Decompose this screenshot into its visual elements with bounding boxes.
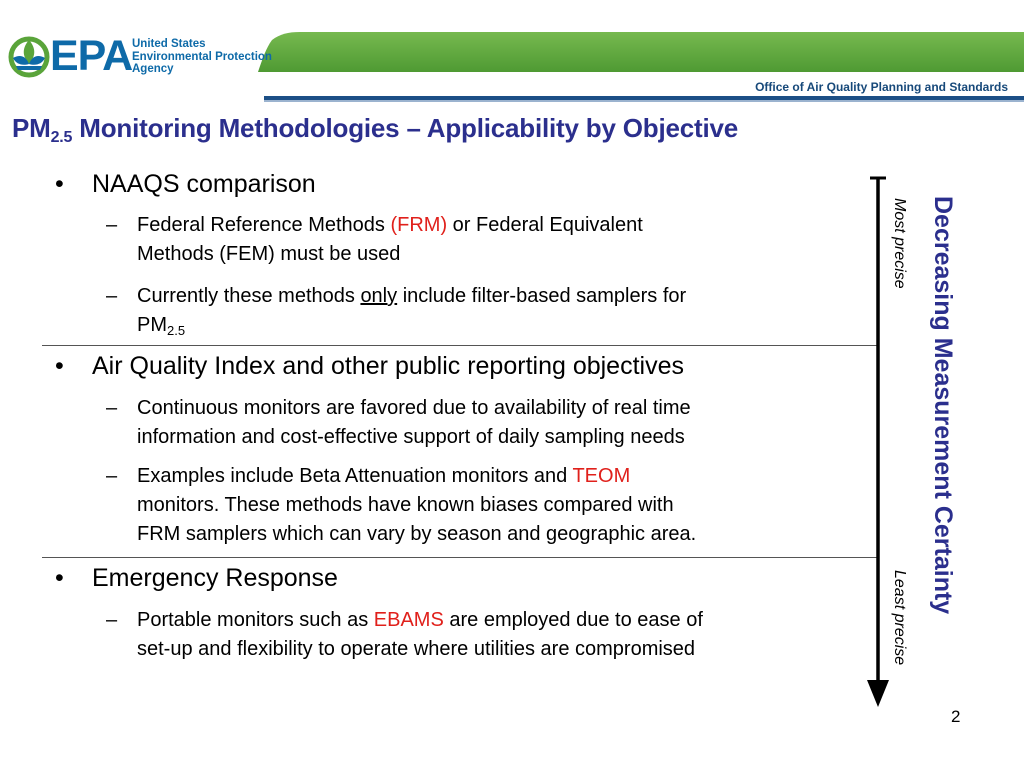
- sub-line-2: [137, 311, 817, 345]
- sub-dash: –: [106, 214, 118, 236]
- sub-line-1: [137, 462, 817, 491]
- sub-dash: –: [106, 609, 118, 631]
- section-divider: [42, 557, 877, 558]
- text-run: Examples include Beta Attenuation monitors and: [137, 465, 573, 487]
- bullet-dot: •: [55, 352, 64, 380]
- sub-text: [137, 606, 817, 664]
- sub-text: [137, 394, 817, 452]
- header-blue-rule-shadow: [264, 100, 1024, 102]
- sub-line-2: monitors. These methods have known biases compared with: [137, 494, 674, 516]
- slide-title: [12, 113, 738, 147]
- text-run: Portable monitors such as: [137, 609, 374, 631]
- epa-flower-icon: [6, 34, 52, 80]
- header-blue-rule: [264, 96, 1024, 100]
- sub-line-2: Methods (FEM) must be used: [137, 243, 401, 265]
- epa-logo-letters: EPA: [50, 32, 133, 80]
- agency-name: United States Environmental Protection Agency: [132, 38, 272, 75]
- sub-dash: –: [106, 465, 118, 487]
- bullet-heading: Air Quality Index and other public reporting objectives: [92, 352, 684, 380]
- sub-line-1: Continuous monitors are favored due to availability of real time: [137, 397, 691, 419]
- text-run: include filter-based samplers for: [397, 285, 687, 307]
- sub-line-2: set-up and flexibility to operate where utilities are compromised: [137, 638, 696, 660]
- sub-line-1: [137, 211, 817, 240]
- highlight-ebams: EBAMS: [373, 609, 444, 631]
- text-run: Currently these methods: [137, 285, 361, 307]
- office-name: Office of Air Quality Planning and Standards: [755, 80, 1008, 94]
- sub-line-1: [137, 282, 817, 311]
- text-run: or Federal Equivalent: [447, 214, 643, 236]
- sub-line-1: [137, 606, 817, 635]
- page-number: 2: [951, 707, 961, 726]
- title-rest: Monitoring Methodologies – Applicability by Objective: [72, 113, 738, 143]
- highlight-frm: (FRM): [390, 214, 448, 236]
- title-subscript: 2.5: [50, 129, 73, 146]
- bullet-dot: •: [55, 170, 64, 198]
- sub-line-3: FRM samplers which can vary by season and geographic area.: [137, 523, 697, 545]
- sub-text: [137, 462, 817, 549]
- bullet-heading: NAAQS comparison: [92, 170, 316, 198]
- decreasing-certainty-label: Decreasing Measurement Certainty: [929, 196, 957, 615]
- least-precise-label: Least precise: [891, 570, 908, 666]
- most-precise-label: Most precise: [891, 198, 908, 289]
- text-run: PM: [137, 314, 167, 336]
- bullet-heading: Emergency Response: [92, 564, 338, 592]
- text-run: Federal Reference Methods: [137, 214, 391, 236]
- section-divider: [42, 345, 877, 346]
- sub-dash: –: [106, 397, 118, 419]
- arrow-head: [867, 680, 889, 707]
- sub-dash: –: [106, 285, 118, 307]
- highlight-teom: TEOM: [572, 465, 631, 487]
- pm-subscript: 2.5: [167, 323, 186, 338]
- sub-text: [137, 211, 817, 269]
- bullet-dot: •: [55, 564, 64, 592]
- sub-line-2: information and cost-effective support of daily sampling needs: [137, 426, 685, 448]
- header-green-swoosh: [258, 32, 1024, 72]
- sub-text: [137, 282, 817, 345]
- text-run: are employed due to ease of: [443, 609, 703, 631]
- title-prefix: PM: [12, 113, 51, 143]
- epa-logo: [6, 30, 276, 82]
- underlined-only: only: [360, 285, 398, 307]
